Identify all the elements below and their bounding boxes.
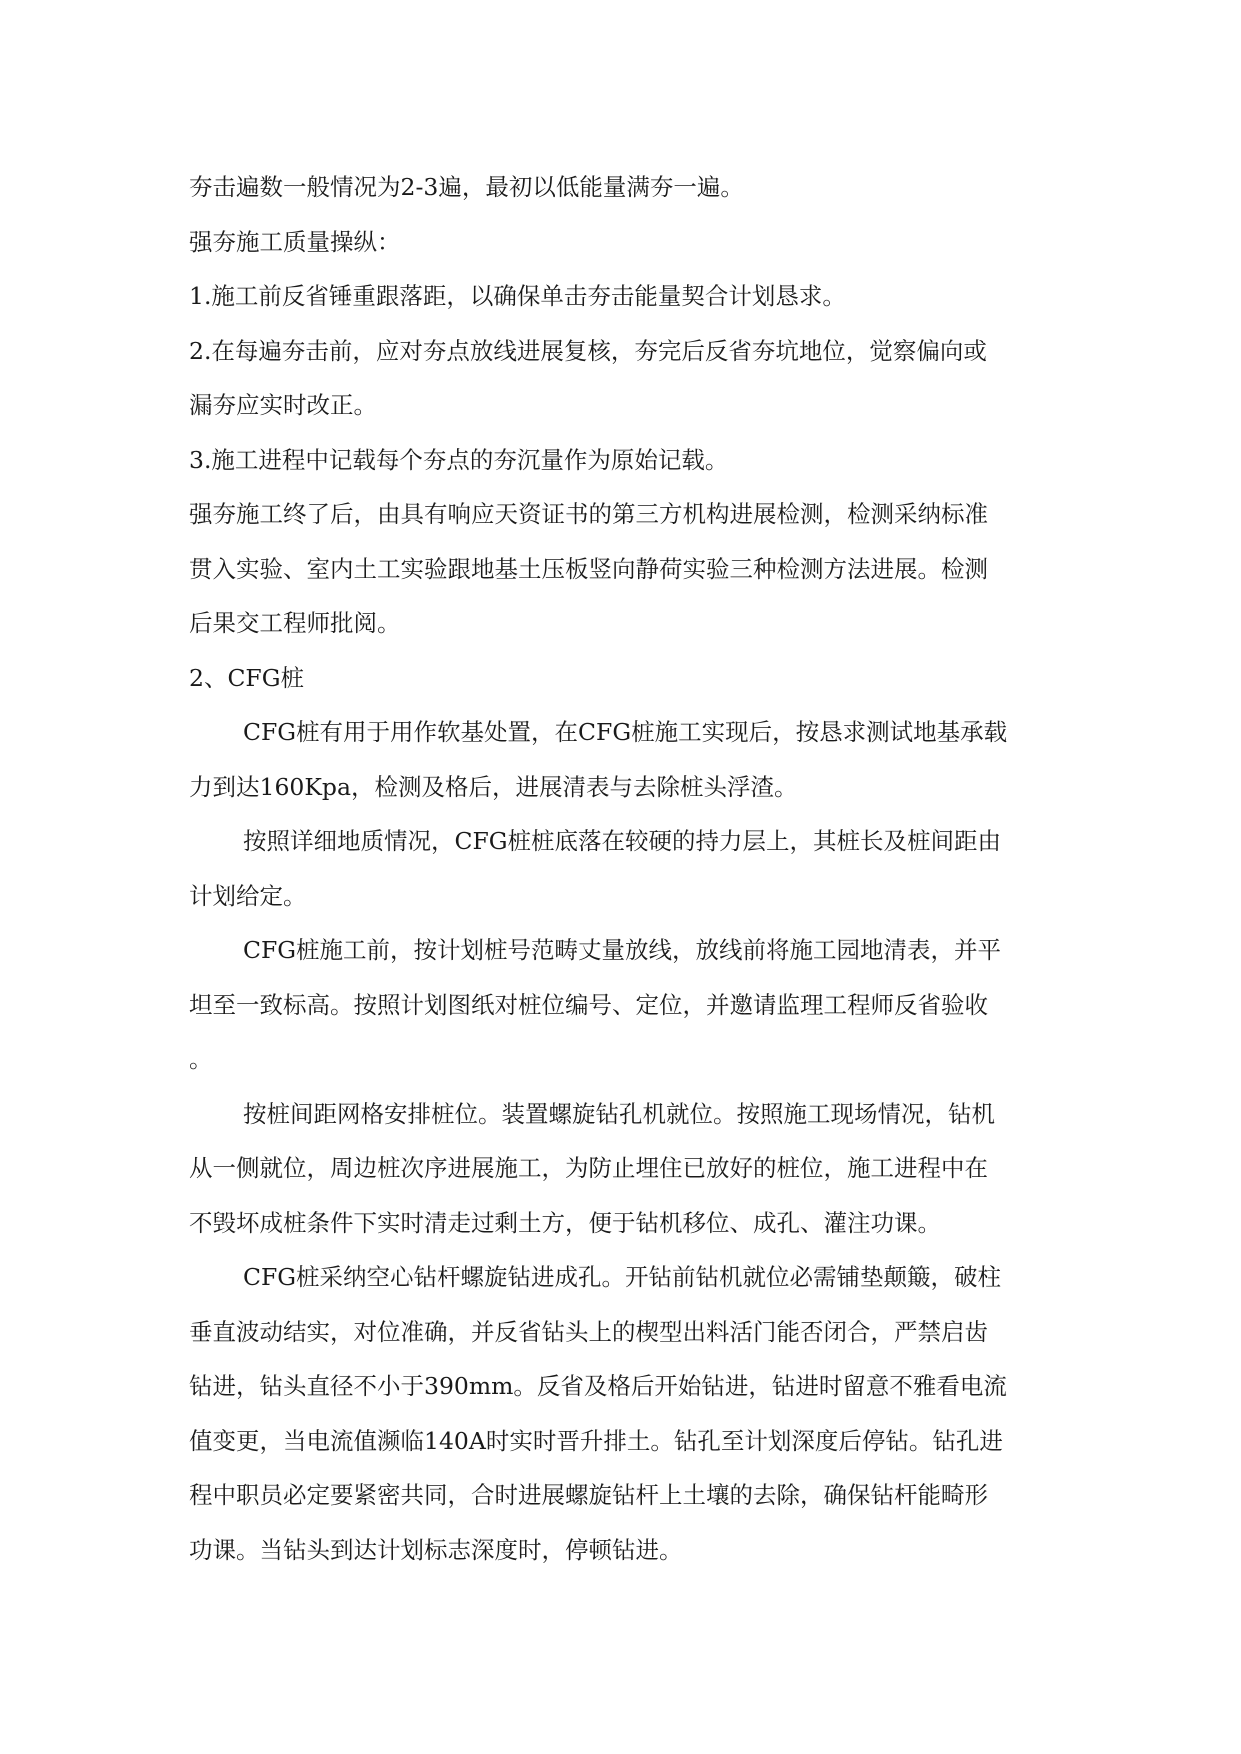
text-line-1: 夯击遍数一般情况为2-3遍，最初以低能量满夯一遍。: [189, 173, 744, 201]
text-line-2: 强夯施工质量操纵：: [189, 227, 401, 256]
text-line-26: 功课。当钻头到达计划标志深度时，停顿钻进。: [189, 1535, 683, 1564]
text-line-6: 3.施工进程中记载每个夯点的夯沉量作为原始记载。: [189, 445, 729, 474]
text-line-19: 从一侧就位，周边桩次序进展施工，为防止埋住已放好的桩位，施工进程中在: [189, 1154, 988, 1182]
text-line-22: 垂直波动结实，对位准确，并反省钻头上的楔型出料活门能否闭合，严禁启齿: [189, 1317, 988, 1346]
text-line-9: 后果交工程师批阅。: [189, 609, 401, 637]
text-line-21: CFG桩采纳空心钻杆螺旋钻进成孔。开钻前钻机就位必需铺垫颠簸，破柱: [243, 1263, 1002, 1291]
text-line-24: 值变更，当电流值濒临140A时实时晋升排土。钻孔至计划深度后停钻。钻孔进: [189, 1426, 1003, 1455]
text-line-5: 漏夯应实时改正。: [189, 391, 377, 419]
text-line-13: 按照详细地质情况，CFG桩桩底落在较硬的持力层上，其桩长及桩间距由: [243, 827, 1002, 855]
section-heading-cfg: 2、CFG桩: [189, 663, 305, 692]
text-line-8: 贯入实验、室内土工实验跟地基土压板竖向静荷实验三种检测方法进展。检测: [189, 554, 988, 583]
text-line-23: 钻进，钻头直径不小于390mm。反省及格后开始钻进，钻进时留意不雅看电流: [189, 1372, 1007, 1400]
text-line-25: 程中职员必定要紧密共同，合时进展螺旋钻杆上土壤的去除，确保钻杆能畸形: [189, 1481, 988, 1509]
text-line-15: CFG桩施工前，按计划桩号范畴丈量放线，放线前将施工园地清表，并平: [243, 936, 1002, 964]
text-line-20: 不毁坏成桩条件下实时清走过剩土方，便于钻机移位、成孔、灌注功课。: [189, 1208, 941, 1237]
text-line-16: 坦至一致标高。按照计划图纸对桩位编号、定位，并邀请监理工程师反省验收: [189, 990, 988, 1019]
text-line-17: 。: [189, 1045, 213, 1073]
text-line-11: CFG桩有用于用作软基处置，在CFG桩施工实现后，按恳求测试地基承载: [243, 718, 1008, 746]
text-line-18: 按桩间距网格安排桩位。装置螺旋钻孔机就位。按照施工现场情况，钻机: [243, 1099, 995, 1128]
text-line-7: 强夯施工终了后，由具有响应天资证书的第三方机构进展检测，检测采纳标准: [189, 500, 988, 528]
text-line-3: 1.施工前反省锤重跟落距，以确保单击夯击能量契合计划恳求。: [189, 282, 846, 310]
text-line-14: 计划给定。: [189, 881, 307, 910]
document-body: [189, 160, 1049, 1577]
text-line-4: 2.在每遍夯击前，应对夯点放线进展复核，夯完后反省夯坑地位，觉察偏向或: [189, 336, 987, 365]
text-line-12: 力到达160Kpa，检测及格后，进展清表与去除桩头浮渣。: [189, 772, 798, 801]
